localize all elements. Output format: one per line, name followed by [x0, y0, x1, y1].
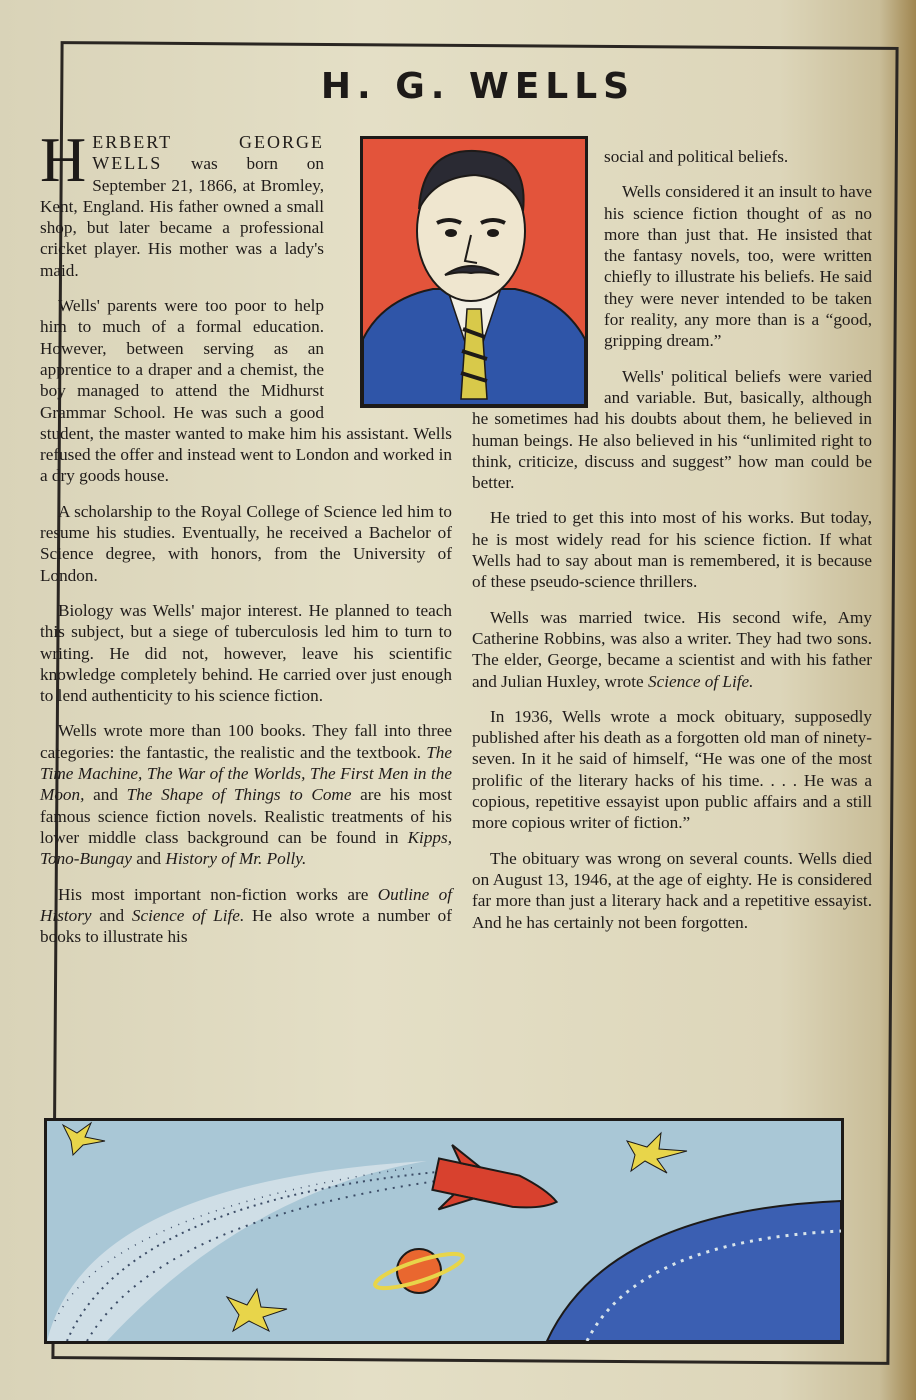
text-span: He also wrote a number of books to illustrate his — [40, 905, 453, 947]
text-span: Wells was married twice. His second wife, Amy Catherine Robbins, was also a writer. They had two sons. The elder, George, became a scientist and with his father and Julian Huxley, wrote — [472, 607, 872, 691]
space-scene-illustration — [44, 1118, 844, 1344]
paragraph-text: was born on September 21, 1866, at Bromley, Kent, England. His father owned a small shop, but later became a professional cricket player. His mother was a lady's maid. — [40, 154, 324, 280]
paragraph-works: He tried to get this into most of his works. But today, he is most widely read for his science fiction. If what Wells had to say about man is remembered, it is because of these pseudo-science thrillers. — [472, 508, 872, 592]
paragraph-insult: Wells considered it an insult to have his science fiction thought of as no more than just that. He insisted that the fantasy novels, too, were written chiefly to illustrate his beliefs. He said they were never intended to be taken for reality, any more than is a “good, gripping dream.” — [604, 182, 872, 351]
book-title: Outline of History — [40, 884, 452, 925]
paragraph-conclusion: The obituary was wrong on several counts. Wells died on August 13, 1946, at the age of eighty. He is considered far more than just a literary hack and a repetitive essayist. And he has certainly not been forgotten. — [472, 848, 872, 932]
text-span: and — [91, 905, 132, 925]
opening-small-caps: ERBERT GEORGE WELLS — [92, 132, 324, 174]
page-title: H. G. WELLS — [320, 66, 636, 107]
drop-cap: H — [40, 124, 87, 195]
book-titles: The Time Machine, The War of the Worlds, The First Men in the Moon, — [40, 742, 452, 805]
paragraph-nonfiction — [40, 884, 452, 948]
right-article-column — [472, 146, 872, 947]
paragraph-scholarship: A scholarship to the Royal College of Science led him to resume his studies. Eventually, he received a Bachelor of Science degree, with honors, from the University of London. — [40, 501, 452, 585]
paragraph-education: Wells' parents were too poor to help him to much of a formal education. However, between serving as an apprentice to a draper and a chemist, the boy managed to attend the Midhurst Grammar School. He was such a good student, the master wanted to make him his assistant. Wells refused the offer and instead went to London and worked in a dry goods house. — [40, 296, 452, 486]
paragraph-marriage — [472, 607, 872, 692]
book-title: History of Mr. Polly. — [165, 849, 307, 869]
text-span: His most important non-fiction works are — [58, 884, 378, 904]
paragraph-continuation: social and political beliefs. — [604, 147, 789, 166]
text-span: are his most famous science fiction novels. Realistic treatments of his lower middle class background can be found in — [40, 785, 452, 847]
paragraph-biology: Biology was Wells' major interest. He planned to teach this subject, but a siege of tuberculosis led him to turn to writing. He did not, however, leave his scientific knowledge completely behind. He carried over just enough to lend authenticity to his science fiction. — [40, 600, 452, 706]
book-title: Science of Life. — [131, 905, 245, 925]
book-title: The Shape of Things to Come — [126, 785, 352, 805]
book-title: Science of Life. — [647, 671, 754, 691]
text-span: and — [132, 849, 166, 869]
paragraph-books — [40, 720, 452, 869]
left-article-column — [40, 124, 453, 961]
text-span: Wells wrote more than 100 books. They fall into three categories: the fantastic, the realistic and the textbook. — [40, 721, 452, 762]
text-span: and — [84, 785, 127, 805]
book-titles: Kipps, Tono-Bungay — [40, 827, 452, 869]
paragraph-obituary: In 1936, Wells wrote a mock obituary, supposedly published after his death as a forgotten old man of ninety-seven. In it he said of himself, “He was one of the most prolific of the literary hacks of his time. . . . He was a copious, repetitive essayist upon public affairs and a still more copious writer of fiction.” — [472, 706, 872, 833]
paragraph-political-beliefs: Wells' political beliefs were varied and variable. But, basically, although he sometimes had his doubts about them, he believed in human beings. He also believed in his “unlimited right to think, criticize, discuss and suggest” how man could be better. — [472, 366, 872, 493]
